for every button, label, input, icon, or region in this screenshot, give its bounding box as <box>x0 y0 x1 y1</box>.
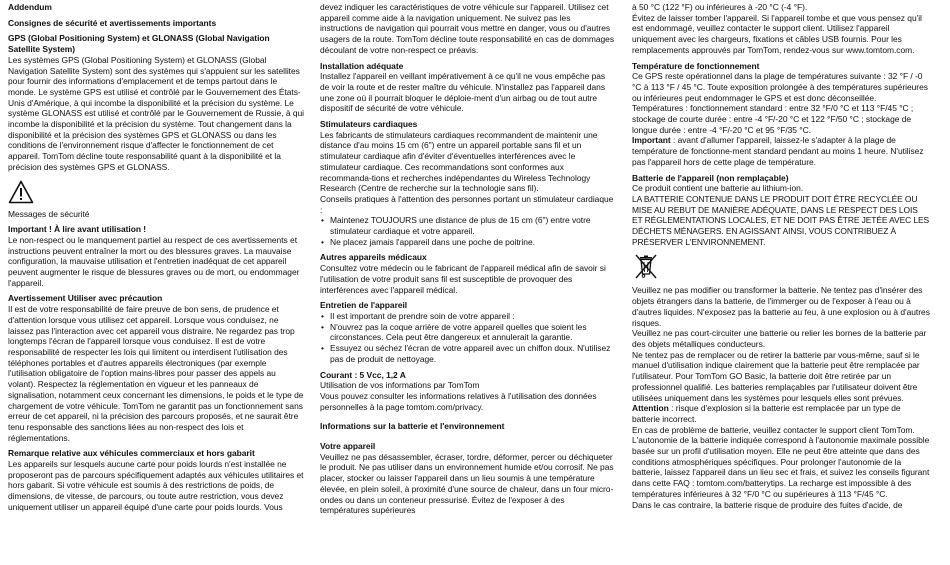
commercial-heading: Remarque relative aux véhicules commerciaux et hors gabarit <box>8 448 255 459</box>
gps-paragraph: Les systèmes GPS (Global Positioning System) et GLONASS (Global Navigation Satellite System) sont des systèmes qui s'appuient sur les satellites pour fournir des informations d'emplacement et de temps partout dans le monde. Le système GPS est utilisé et contrôlé par le Gouvernement des États-Unis d'Amérique, à qui incombe la disponibilité et la précision du système. Le système GLONASS est utilisé et contrôlé par le Gouvernement de Russie, à qui incombe la disponibilité et la précision du système. Tout changement dans la disponibilité et la précision des systèmes GPS et GLONASS ou dans les conditions de l'environnement risque d'affecter le fonctionnement de cet appareil. TomTom décline toute responsabilité quant à la disponibilité et la précision des systèmes GPS et GLONASS. <box>8 54 304 172</box>
battery-env-heading: Informations sur la batterie et l'environnement <box>320 421 505 432</box>
device-paragraph: Veuillez ne pas désassembler, écraser, tordre, déformer, percer ou déchiqueter le produit. Ne pas utiliser dans un environnement humide et/ou corrosif. Ne pas placer, stocker ou laisser l'appareil dans un lieu soumis à une température élevée, en plein soleil, à proximité d'une source de chaleur, dans un four micro-ondes ou dans un conteneur pressurisé. Évitez de l'exposer à des températures supérieures <box>320 451 614 516</box>
list-item: • N'ouvrez pas la coque arrière de votre appareil quelles que soient les circonstances. Cela peut être dangereux et annulerait la garantie. <box>330 322 614 343</box>
commercial-paragraph: Les appareils sur lesquels aucune carte pour poids lourds n'est installée ne proposeront pas de parcours spécifiquement adaptés aux véhicules utilitaires et hors gabarit. Si votre véhicule est soumis à des restrictions de poids, de dimensions, de vitesse, de parcours, ou toute autre restriction, vous devez uniquement utiliser un appareil équipé d'une carte pour poids lourds. Vous <box>8 459 304 512</box>
warning-triangle-icon <box>8 180 34 204</box>
continued-paragraph: à 50 °C (122 °F) ou inférieures à -20 °C (-4 °F). <box>632 2 808 12</box>
medical-heading: Autres appareils médicaux <box>320 252 427 263</box>
important-paragraph: Le non-respect ou le manquement partiel au respect de ces avertissements et instructions peuvent entraîner la mort ou des blessures graves. La mauvaise configuration, la mauvaise utilisation et l'entretien inadéquat de cet appareil peuvent augmenter le risque de blessures graves ou de mort, ou endommager l'appareil. <box>8 234 300 288</box>
important-label: Important <box>632 135 671 146</box>
attention-paragraph <box>632 403 930 424</box>
autonomy-paragraph: L'autonomie de la batterie indiquée correspond à l'autonomie maximale possible basée sur un profil d'utilisation moyen. Elle ne peut être atteinte que dans des conditions atmosphériques spécifiques. Pour prolonger l'autonomie de la batterie, laissez l'appareil dans un lieu sec et frais, et suivez les conseils figurant dans cette FAQ : tomtom.com/batterytips. La recharge est impossible à des températures inférieures à 32 °F/0 °C ou supérieures à 113 °F/45 °C. <box>632 435 930 499</box>
column-3 <box>632 2 930 510</box>
battery-caps-paragraph: LA BATTERIE CONTENUE DANS LE PRODUIT DOIT ÊTRE RECYCLÉE OU MISE AU REBUT DE MANIÈRE ADÉQUATE, DANS LE RESPECT DES LOIS ET RÉGLEMENTATIONS LOCALES, ET NE DOIT PAS ÊTRE JETÉE AVEC LES DÉCHETS MÉNAGERS. EN AGISSANT AINSI, VOUS CONTRIBUEZ À PRÉSERVER L'ENVIRONNEMENT. <box>632 193 930 247</box>
leak-paragraph: Dans le cas contraire, la batterie risque de produire des fuites d'acide, de <box>632 499 903 510</box>
install-heading: Installation adéquate <box>320 60 404 71</box>
info-paragraph: Vous pouvez consulter les informations relatives à l'utilisation des données personnelles à la page tomtom.com/privacy. <box>320 390 597 412</box>
problem-paragraph: En cas de problème de batterie, veuillez contacter le support client TomTom. <box>632 424 915 435</box>
pacemaker-list <box>320 215 614 247</box>
messages-heading: Messages de sécurité <box>8 208 90 219</box>
column-2 <box>320 2 614 516</box>
modify-paragraph: Veuillez ne pas modifier ou transformer la batterie. Ne tentez pas d'insérer des objets étrangers dans la batterie, de l'immerger ou de l'exposer à l'eau ou à d'autres liquides. N'exposez pas la batterie au feu, à une explosion ou à d'autres risques. <box>632 285 930 328</box>
list-item: • Essuyez ou séchez l'écran de votre appareil avec un chiffon doux. N'utilisez pas de produit de nettoyage. <box>330 343 614 364</box>
battery-line: Ce produit contient une batterie au lithium-ion. <box>632 183 804 194</box>
document-title: Addendum <box>8 2 52 12</box>
gps-heading: GPS (Global Positioning System) et GLONASS (Global Navigation Satellite System) <box>8 33 270 55</box>
battery-heading: Batterie de l'appareil (non remplaçable) <box>632 172 789 183</box>
pacemaker-paragraph: Les fabricants de stimulateurs cardiaques recommandent de maintenir une distance d'au moins 15 cm (6") entre un appareil portable sans fil et un stimulateur cardiaque afin d'éviter d'éventuelles interférences avec le stimulateur cardiaque. Ces recommandations sont conformes aux recommanda-tions et recherches indépendantes du Wireless Technology Research (Centre de recherche sur la technologie sans fil). <box>320 129 598 194</box>
caution-heading: Avertissement Utiliser avec précaution <box>8 293 163 304</box>
pacemaker-tips: Conseils pratiques à l'attention des personnes portant un stimulateur cardiaque : <box>320 193 614 215</box>
list-item: • Ne placez jamais l'appareil dans une poche de poitrine. <box>330 237 614 248</box>
important-heading: Important ! À lire avant utilisation ! <box>8 224 147 235</box>
column-1 <box>8 2 304 513</box>
temp-paragraph: Ce GPS reste opérationnel dans la plage de températures suivante : 32 °F / -0 °C à 113 °F / 45 °C. Toute exposition prolongée à des températures supérieures ou inférieures peut endommager le GPS et est donc déconseillée. <box>632 71 928 103</box>
temp-ranges: Températures : fonctionnement standard : entre 32 °F/0 °C et 113 °F/45 °C ; stockage de courte durée : entre -4 °F/-20 °C et 122 °F/50 °C ; stockage de longue durée : entre -4 °F/-20 °C et 95 °F/35 °C. <box>632 103 914 135</box>
short-circuit-paragraph: Veuillez ne pas court-circuiter une batterie ou relier les bornes de la batterie par des objets métalliques conducteurs. <box>632 328 927 349</box>
care-list <box>320 311 614 365</box>
install-paragraph: Installez l'appareil en veillant impérativement à ce qu'il ne vous empêche pas de voir la route et de rester maître du véhicule. N'installez pas l'appareil dans une zone où il pourrait bloquer le déploie-ment d'un airbag ou de tout autre dispositif de sécurité de votre véhicule. <box>320 71 606 114</box>
temp-heading: Température de fonctionnement <box>632 60 760 71</box>
crossed-bin-icon <box>634 253 658 281</box>
care-heading: Entretien de l'appareil <box>320 300 408 311</box>
drop-paragraph: Évitez de laisser tomber l'appareil. Si l'appareil tombe et que vous pensez qu'il est endommagé, veuillez contacter le support client. Utilisez l'appareil uniquement avec les chargeurs, fixations et câbles USB fournis. Pour les remplacements approuvés par TomTom, rendez-vous sur www.tomtom.com. <box>632 12 922 55</box>
medical-paragraph: Consultez votre médecin ou le fabricant de l'appareil médical afin de savoir si l'utilisation de votre produit sans fil est susceptible de provoquer des interférences avec l'appareil médical. <box>320 263 606 295</box>
info-line: Utilisation de vos informations par TomTom <box>320 380 480 391</box>
current-heading: Courant : 5 Vcc, 1,2 A <box>320 369 406 380</box>
continued-paragraph: devez indiquer les caractéristiques de votre véhicule sur l'appareil. Utilisez cet appareil comme aide à la navigation uniquement. Ne suivez pas les instructions de navigation qui pourrait vous mettre en danger, vous ou d'autres usagers de la route. TomTom décline toute responsabilité en cas de dommages découlant de votre non-respect ce préavis. <box>320 2 615 55</box>
attention-text: : risque d'explosion si la batterie est remplacée par un type de batterie incorrect. <box>632 403 901 424</box>
attention-label: Attention <box>632 403 669 414</box>
important-paragraph <box>632 135 930 167</box>
pacemaker-heading: Stimulateurs cardiaques <box>320 119 418 130</box>
safety-heading: Consignes de sécurité et avertissements importants <box>8 17 217 28</box>
device-heading: Votre appareil <box>320 441 376 452</box>
caution-paragraph: Il est de votre responsabilité de faire preuve de bon sens, de prudence et d'attention lorsque vous utilisez cet appareil. Lorsque vous conduisez, ne laissez pas l'interaction avec cet appareil vous distraire. Ne regardez pas trop longtemps l'écran de l'appareil lorsque vous conduisez. Il est de votre responsabilité de respecter les lois qui limitent ou interdisent l'utilisation des téléphones portables et d'autres appareils électroniques (par exemple l'utilisation obligatoire de l'option mains-libres pour passer des appels au volant). Respectez la réglementation en vigueur et les panneaux de signalisation, notamment ceux concernant les dimensions, le poids et le type de chargement de votre véhicule. TomTom ne garantit pas un fonctionnement sans erreur de cet appareil, ni la précision des parcours proposés, et ne saurait être tenu responsable des sanctions liées au non-respect des lois et réglementations. <box>8 304 304 443</box>
replace-paragraph: Ne tentez pas de remplacer ou de retirer la batterie par vous-même, sauf si le manuel d'utilisation indique clairement que la batterie peut être remplacée par l'utilisateur. Pour TomTom GO Basic, la batterie doit être retirée par un professionnel qualifié. Les batteries remplaçables par l'utilisateur doivent être utilisées uniquement dans les systèmes pour lesquels elles sont prévues. <box>632 349 920 403</box>
important-text: : avant d'allumer l'appareil, laissez-le s'adapter à la plage de température de fonctionne-ment standard pendant au moins 1 heure. N'utilisez pas l'appareil hors de cette plage de température. <box>632 135 924 167</box>
list-item: • Maintenez TOUJOURS une distance de plus de 15 cm (6") entre votre stimulateur cardiaque et votre appareil. <box>330 215 614 236</box>
list-item: • Il est important de prendre soin de votre appareil : <box>330 311 614 322</box>
